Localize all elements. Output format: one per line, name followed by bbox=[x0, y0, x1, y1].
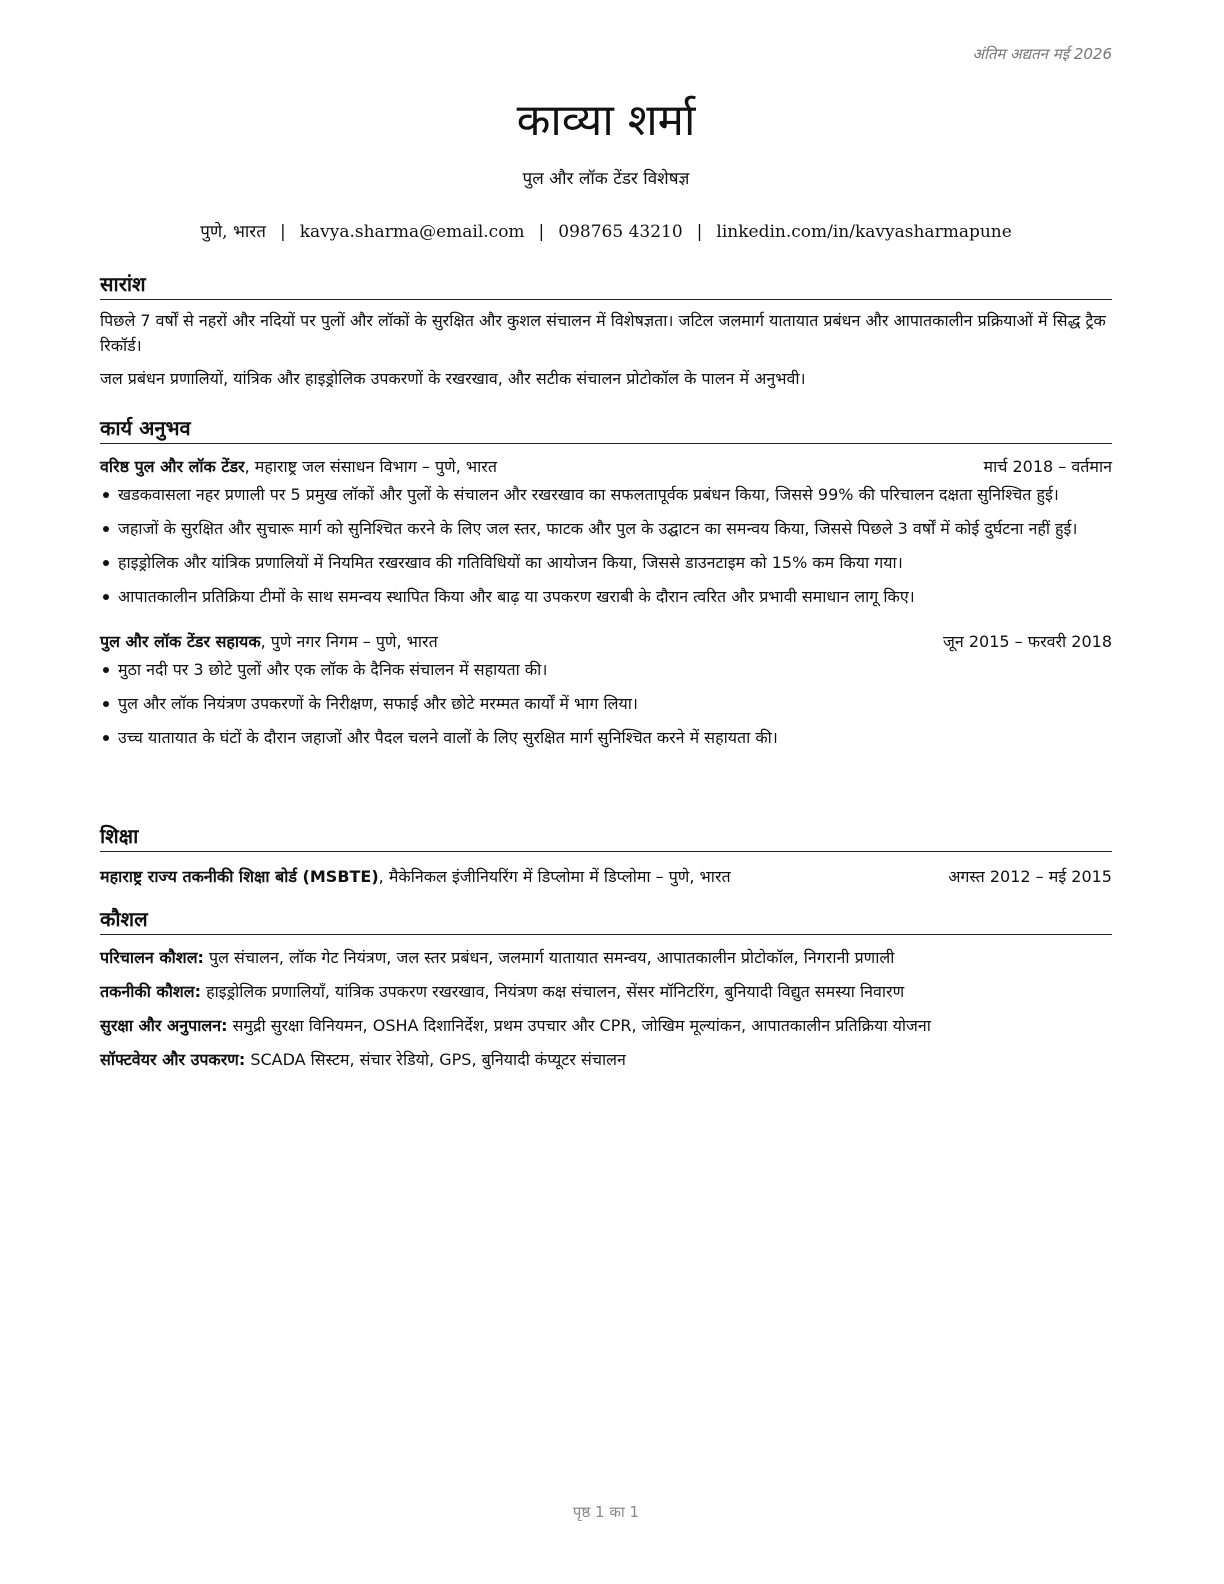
job-bullets bbox=[100, 657, 1112, 750]
job-bullet: आपातकालीन प्रतिक्रिया टीमों के साथ समन्वय स्थापित किया और बाढ़ या उपकरण खराबी के दौरान त्वरित और प्रभावी समाधान लागू किए। bbox=[100, 584, 1112, 609]
job-header bbox=[100, 629, 1112, 655]
candidate-title: पुल और लॉक टेंडर विशेषज्ञ bbox=[522, 169, 690, 189]
job-bullet: पुल और लॉक नियंत्रण उपकरणों के निरीक्षण, सफाई और छोटे मरम्मत कार्यों में भाग लिया। bbox=[100, 691, 1112, 716]
summary-paragraph: पिछले 7 वर्षों से नहरों और नदियों पर पुलों और लॉकों के सुरक्षित और कुशल संचालन में विशेषज्ञता। जटिल जलमार्ग यातायात प्रबंधन और आपातकालीन प्रक्रियाओं में सिद्ध ट्रैक रिकॉर्ड। bbox=[100, 311, 1106, 355]
job-org: , पुणे नगर निगम – पुणे, भारत bbox=[260, 632, 438, 651]
contact-linkedin[interactable]: linkedin.com/in/kavyasharmapune bbox=[716, 222, 1012, 242]
skill-line bbox=[100, 1013, 1112, 1038]
skill-line bbox=[100, 979, 1112, 1004]
job-dates: जून 2015 – फरवरी 2018 bbox=[943, 632, 1112, 651]
education-section bbox=[100, 822, 1112, 890]
section-heading: शिक्षा bbox=[100, 822, 1112, 852]
skill-value: हाइड्रोलिक प्रणालियाँ, यांत्रिक उपकरण रखरखाव, नियंत्रण कक्ष संचालन, सेंसर मॉनिटरिंग, बुनियादी विद्युत समस्या निवारण bbox=[201, 982, 905, 1001]
skill-label: सुरक्षा और अनुपालन: bbox=[100, 1016, 228, 1035]
education-dates: अगस्त 2012 – मई 2015 bbox=[948, 867, 1112, 886]
contact-separator: | bbox=[696, 222, 703, 242]
section-heading: सारांश bbox=[100, 270, 1112, 300]
job-dates: मार्च 2018 – वर्तमान bbox=[983, 457, 1112, 476]
candidate-name: काव्या शर्मा bbox=[516, 95, 696, 146]
skill-line bbox=[100, 945, 1112, 970]
skill-label: सॉफ्टवेयर और उपकरण: bbox=[100, 1050, 246, 1069]
job-bullet: मुठा नदी पर 3 छोटे पुलों और एक लॉक के दैनिक संचालन में सहायता की। bbox=[100, 657, 1112, 682]
contact-line bbox=[100, 219, 1112, 242]
job-bullets bbox=[100, 482, 1112, 609]
skill-value: SCADA सिस्टम, संचार रेडियो, GPS, बुनियादी कंप्यूटर संचालन bbox=[245, 1050, 626, 1069]
job-header bbox=[100, 454, 1112, 480]
resume-page bbox=[100, 0, 1112, 1584]
summary-paragraph: जल प्रबंधन प्रणालियों, यांत्रिक और हाइड्रोलिक उपकरणों के रखरखाव, और सटीक संचालन प्रोटोकॉल के पालन में अनुभवी। bbox=[100, 369, 806, 388]
education-detail: , मैकेनिकल इंजीनियरिंग में डिप्लोमा में डिप्लोमा – पुणे, भारत bbox=[378, 867, 731, 886]
education-institution: महाराष्ट्र राज्य तकनीकी शिक्षा बोर्ड (MSBTE) bbox=[100, 867, 379, 886]
experience-section bbox=[100, 414, 1112, 759]
job-org: , महाराष्ट्र जल संसाधन विभाग – पुणे, भारत bbox=[244, 457, 497, 476]
skill-value: समुद्री सुरक्षा विनियमन, OSHA दिशानिर्देश, प्रथम उपचार और CPR, जोखिम मूल्यांकन, आपातकालीन प्रतिक्रिया योजना bbox=[227, 1016, 931, 1035]
section-heading: कार्य अनुभव bbox=[100, 414, 1112, 444]
contact-location: पुणे, भारत bbox=[200, 222, 266, 242]
last-updated: अंतिम अद्यतन मई 2026 bbox=[972, 45, 1112, 63]
job-role: वरिष्ठ पुल और लॉक टेंडर bbox=[100, 457, 245, 476]
skill-label: तकनीकी कौशल: bbox=[100, 982, 201, 1001]
section-heading: कौशल bbox=[100, 905, 1112, 935]
job-role: पुल और लॉक टेंडर सहायक bbox=[100, 632, 261, 651]
contact-separator: | bbox=[279, 222, 286, 242]
job-bullet: उच्च यातायात के घंटों के दौरान जहाजों और पैदल चलने वालों के लिए सुरक्षित मार्ग सुनिश्चित करने में सहायता की। bbox=[100, 725, 1112, 750]
summary-section bbox=[100, 270, 1112, 391]
job-bullet: हाइड्रोलिक और यांत्रिक प्रणालियों में नियमित रखरखाव की गतिविधियों का आयोजन किया, जिससे डाउनटाइम को 15% कम किया गया। bbox=[100, 550, 1112, 575]
skill-value: पुल संचालन, लॉक गेट नियंत्रण, जल स्तर प्रबंधन, जलमार्ग यातायात समन्वय, आपातकालीन प्रोटोकॉल, निगरानी प्रणाली bbox=[203, 948, 895, 967]
job-entry bbox=[100, 629, 1112, 750]
contact-email[interactable]: kavya.sharma@email.com bbox=[299, 222, 525, 242]
job-bullet: जहाजों के सुरक्षित और सुचारू मार्ग को सुनिश्चित करने के लिए जल स्तर, फाटक और पुल के उद्घाटन का समन्वय किया, जिससे पिछले 3 वर्षों में कोई दुर्घटना नहीं हुई। bbox=[100, 516, 1112, 541]
skill-line bbox=[100, 1047, 1112, 1072]
education-entry bbox=[100, 864, 1112, 890]
skill-label: परिचालन कौशल: bbox=[100, 948, 204, 967]
job-bullet: खडकवासला नहर प्रणाली पर 5 प्रमुख लॉकों और पुलों के संचालन और रखरखाव का सफलतापूर्वक प्रबंधन किया, जिससे 99% की परिचालन दक्षता सुनिश्चित हुई। bbox=[100, 482, 1112, 507]
contact-separator: | bbox=[538, 222, 545, 242]
job-entry bbox=[100, 454, 1112, 609]
skills-section bbox=[100, 905, 1112, 1081]
contact-phone[interactable]: 098765 43210 bbox=[558, 222, 683, 242]
page-footer: पृष्ठ 1 का 1 bbox=[572, 1503, 640, 1521]
